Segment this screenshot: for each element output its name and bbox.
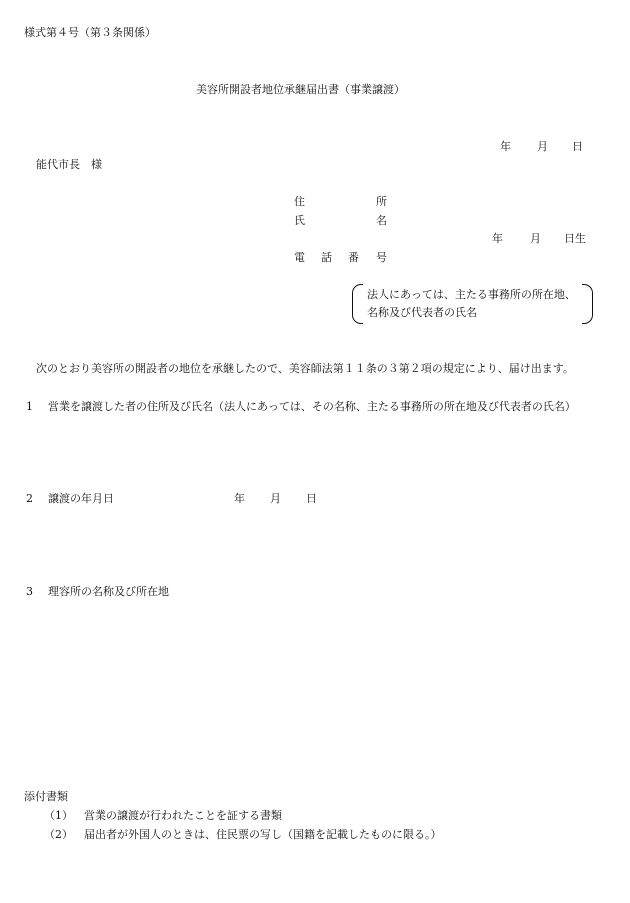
date-day: 日 (572, 140, 583, 153)
address-label-char-2: 所 (376, 195, 387, 208)
name-label-char-1: 氏 (294, 214, 305, 227)
transfer-year: 年 (234, 492, 245, 505)
attachment-number: （2） (44, 828, 73, 841)
corporate-note-line-2: 名称及び代表者の氏名 (367, 306, 477, 319)
date-month: 月 (537, 140, 548, 153)
corporate-note-line-1: 法人にあっては、主たる事務所の所在地、 (367, 288, 576, 301)
item-number: 2 (26, 492, 33, 505)
birth-day: 日生 (564, 232, 586, 245)
attachments-heading: 添付書類 (24, 790, 68, 803)
phone-label-char-3: 番 (348, 251, 359, 264)
phone-label-char-4: 号 (376, 251, 387, 264)
right-brace (582, 284, 593, 324)
item-label: 理容所の名称及び所在地 (48, 585, 169, 598)
name-label-char-2: 名 (376, 214, 387, 227)
attachment-number: （1） (44, 809, 73, 822)
attachment-text: 営業の譲渡が行われたことを証する書類 (84, 809, 282, 822)
statement: 次のとおり美容所の開設者の地位を承継したので、美容師法第１１条の３第２項の規定により、届け出ます。 (36, 362, 574, 375)
document-title: 美容所開設者地位承継届出書（事業譲渡） (196, 83, 405, 96)
phone-label-char-2: 話 (321, 251, 332, 264)
item-number: 3 (26, 585, 33, 598)
form-number: 様式第４号（第３条関係） (24, 26, 156, 39)
address-label-char-1: 住 (294, 195, 305, 208)
item-label: 譲渡の年月日 (48, 492, 114, 505)
birth-year: 年 (492, 232, 503, 245)
transfer-month: 月 (270, 492, 281, 505)
left-brace (352, 284, 363, 324)
birth-month: 月 (530, 232, 541, 245)
transfer-day: 日 (306, 492, 317, 505)
attachment-text: 届出者が外国人のときは、住民票の写し（国籍を記載したものに限る。） (84, 828, 442, 841)
item-label: 営業を譲渡した者の住所及び氏名（法人にあっては、その名称、主たる事務所の所在地及び代表者の氏名） (48, 400, 576, 413)
addressee: 能代市長 様 (36, 158, 102, 171)
phone-label-char-1: 電 (294, 251, 305, 264)
item-number: 1 (26, 400, 33, 413)
date-year: 年 (500, 140, 511, 153)
